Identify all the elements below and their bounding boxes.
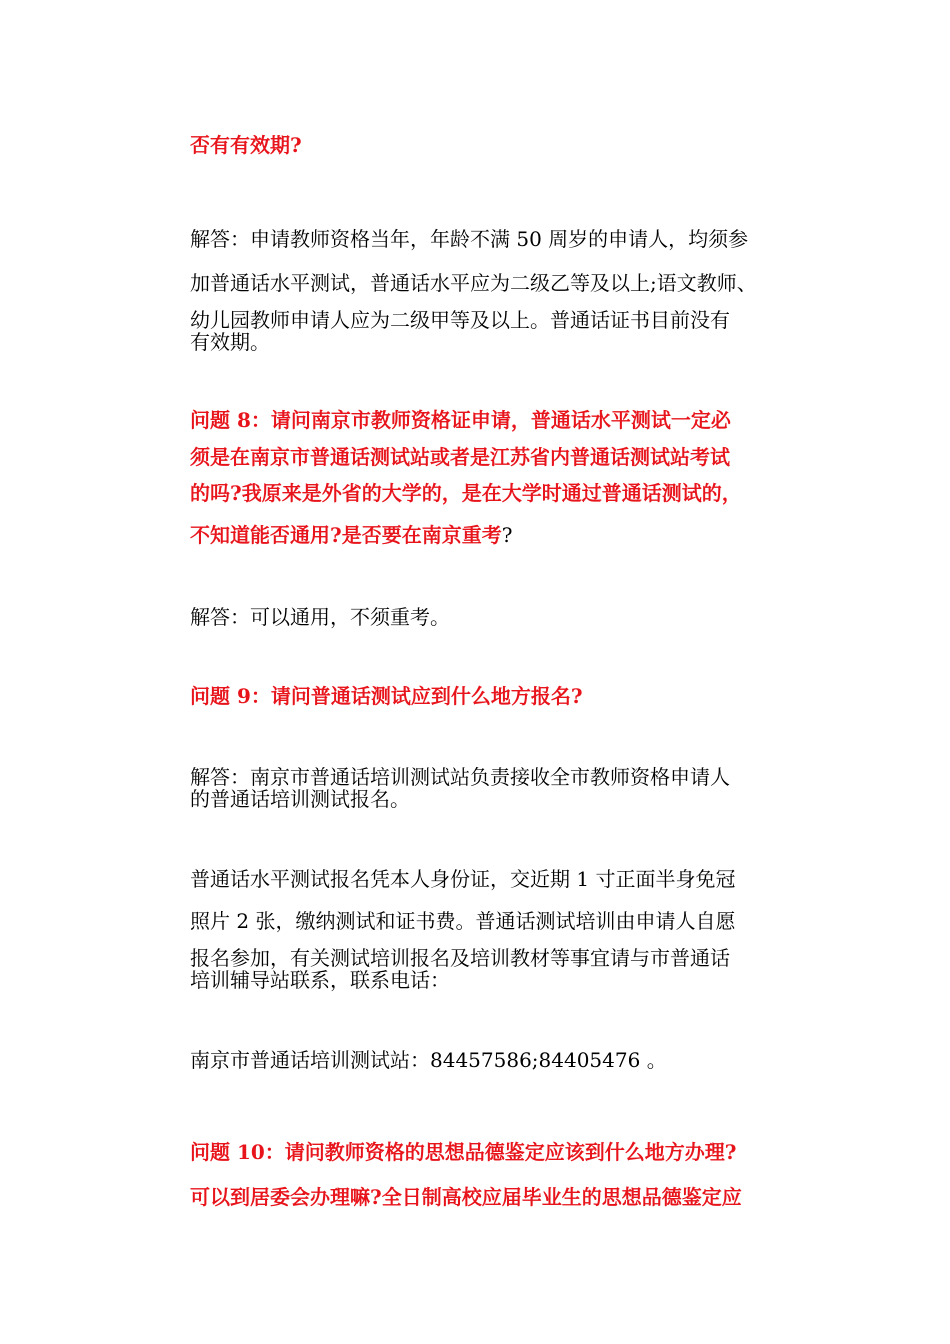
question-8-line-1: 问题 8：请问南京市教师资格证申请，普通话水平测试一定必 bbox=[190, 408, 731, 432]
answer-7-line-2: 加普通话水平测试，普通话水平应为二级乙等及以上;语文教师、 bbox=[190, 271, 757, 295]
registration-line-2: 照片 2 张，缴纳测试和证书费。普通话测试培训由申请人自愿 bbox=[190, 909, 736, 933]
question-8-line-4-tail: ? bbox=[501, 523, 513, 547]
contact-line-1: 南京市普通话培训测试站：84457586;84405476 。 bbox=[190, 1048, 667, 1072]
registration-line-3: 报名参加，有关测试培训报名及培训教材等事宜请与市普通话 bbox=[190, 946, 730, 970]
question-8-line-4-text: 不知道能否通用?是否要在南京重考 bbox=[190, 523, 502, 547]
question-7-line-1: 否有有效期? bbox=[190, 133, 302, 157]
question-8-line-2: 须是在南京市普通话测试站或者是江苏省内普通话测试站考试 bbox=[190, 445, 730, 469]
answer-9-line-2: 的普通话培训测试报名。 bbox=[190, 787, 410, 811]
question-9-line-1: 问题 9：请问普通话测试应到什么地方报名? bbox=[190, 684, 583, 708]
answer-7-line-3: 幼儿园教师申请人应为二级甲等及以上。普通话证书目前没有 bbox=[190, 308, 730, 332]
question-10-line-1: 问题 10：请问教师资格的思想品德鉴定应该到什么地方办理? bbox=[190, 1140, 737, 1164]
question-8-line-3: 的吗?我原来是外省的大学的，是在大学时通过普通话测试的， bbox=[190, 481, 742, 505]
registration-line-1: 普通话水平测试报名凭本人身份证，交近期 1 寸正面半身免冠 bbox=[190, 867, 736, 891]
answer-7-line-4: 有效期。 bbox=[190, 330, 270, 354]
question-8-line-4 bbox=[190, 523, 512, 547]
answer-8-line-1: 解答：可以通用，不须重考。 bbox=[190, 605, 450, 629]
registration-line-4: 培训辅导站联系，联系电话： bbox=[190, 968, 450, 992]
answer-9-line-1: 解答：南京市普通话培训测试站负责接收全市教师资格申请人 bbox=[190, 765, 730, 789]
question-10-line-2: 可以到居委会办理嘛?全日制高校应届毕业生的思想品德鉴定应 bbox=[190, 1185, 742, 1209]
answer-7-line-1: 解答：申请教师资格当年，年龄不满 50 周岁的申请人，均须参 bbox=[190, 227, 749, 251]
